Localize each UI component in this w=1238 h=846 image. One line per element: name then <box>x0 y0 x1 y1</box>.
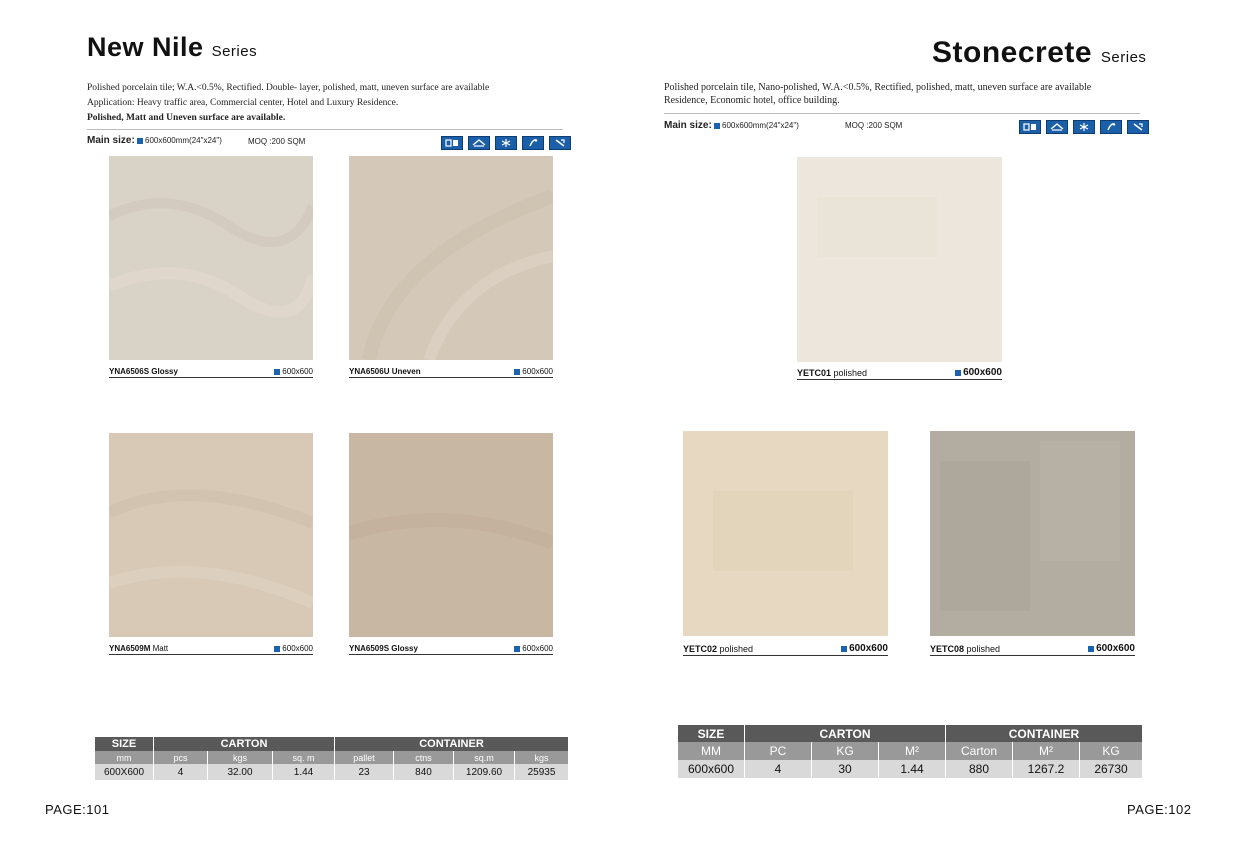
tile-yetc08 <box>930 431 1135 636</box>
divider <box>87 129 563 130</box>
tile-finish: polished <box>719 644 754 654</box>
main-size-label: Main size: <box>87 135 135 146</box>
blue-square-icon <box>274 369 280 375</box>
table-cell: 600X600 <box>95 764 154 780</box>
main-size-label: Main size: <box>664 120 712 131</box>
series-name: Stonecrete <box>932 36 1093 69</box>
page-title-stonecrete <box>932 36 1146 70</box>
tile-code: YNA6509S Glossy <box>349 644 418 653</box>
blue-square-icon <box>1088 646 1094 652</box>
divider <box>664 113 1140 114</box>
table-subheader: PC <box>745 742 812 760</box>
tile-caption <box>349 640 553 655</box>
tile-finish: Matt <box>152 644 169 653</box>
blue-square-icon <box>841 646 847 652</box>
tile-code: YNA6506S Glossy <box>109 367 178 376</box>
tile-size: 600x600 <box>522 367 553 376</box>
main-size-value: 600x600mm(24"x24") <box>722 121 799 130</box>
tile-yetc01 <box>797 157 1002 362</box>
stain-resistant-icon <box>549 136 571 150</box>
tile-caption <box>109 363 313 378</box>
table-header: SIZE <box>95 737 154 751</box>
table-cell: 23 <box>335 764 394 780</box>
wall-icon <box>1046 120 1068 134</box>
table-cell: 30 <box>812 760 879 778</box>
description-line: Residence, Economic hotel, office building. <box>664 95 840 106</box>
table-subheader: ctns <box>394 751 454 764</box>
blue-square-icon <box>514 646 520 652</box>
table-subheader: kgs <box>515 751 569 764</box>
tile-code: YETC01 <box>797 368 832 378</box>
description-line-bold: Polished, Matt and Uneven surface are available. <box>87 113 286 123</box>
main-size <box>664 120 799 131</box>
packing-table-right <box>678 725 1142 778</box>
table-cell: 25935 <box>515 764 569 780</box>
floor-tile-icon <box>1019 120 1041 134</box>
series-name: New Nile <box>87 32 204 62</box>
table-subheader: KG <box>1080 742 1143 760</box>
table-subheader: sq. m <box>273 751 335 764</box>
blue-square-icon <box>955 370 961 376</box>
tile-caption <box>683 641 888 656</box>
table-cell: 1209.60 <box>454 764 515 780</box>
packing-table-left <box>95 737 568 780</box>
tile-yetc02 <box>683 431 888 636</box>
page-number: PAGE:101 <box>45 802 110 817</box>
feature-icons <box>441 136 571 150</box>
table-header: CARTON <box>745 725 946 742</box>
table-cell: 1267.2 <box>1013 760 1080 778</box>
table-header: SIZE <box>678 725 745 742</box>
series-description <box>87 81 607 126</box>
series-label: Series <box>1100 49 1147 66</box>
tile-size: 600x600 <box>1096 643 1135 654</box>
table-cell: 26730 <box>1080 760 1143 778</box>
tile-size: 600x600 <box>522 644 553 653</box>
table-subheader: kgs <box>208 751 273 764</box>
tile-size: 600x600 <box>849 643 888 654</box>
table-header: CONTAINER <box>946 725 1143 742</box>
blue-square-icon <box>137 138 143 144</box>
table-subheader: mm <box>95 751 154 764</box>
table-cell: 840 <box>394 764 454 780</box>
tile-finish: polished <box>833 368 868 378</box>
table-cell: 1.44 <box>273 764 335 780</box>
description-line: Polished porcelain tile, Nano-polished, W.A.<0.5%, Rectified, polished, matt, uneven surface are available <box>664 82 1092 93</box>
moq: MOQ :200 SQM <box>845 121 903 130</box>
tile-yna6509s <box>349 433 553 637</box>
blue-square-icon <box>714 123 720 129</box>
main-size <box>87 135 222 146</box>
wall-icon <box>468 136 490 150</box>
description-line: Application: Heavy traffic area, Commercial center, Hotel and Luxury Residence. <box>87 98 399 108</box>
table-cell: 32.00 <box>208 764 273 780</box>
table-subheader: MM <box>678 742 745 760</box>
frost-resistant-icon <box>1073 120 1095 134</box>
table-header: CARTON <box>154 737 335 751</box>
blue-square-icon <box>274 646 280 652</box>
table-cell: 880 <box>946 760 1013 778</box>
page-title-new-nile <box>87 32 257 63</box>
table-subheader: pcs <box>154 751 208 764</box>
tile-caption <box>109 640 313 655</box>
main-size-value: 600x600mm(24"x24") <box>145 136 222 145</box>
table-subheader: pallet <box>335 751 394 764</box>
table-header: CONTAINER <box>335 737 569 751</box>
blue-square-icon <box>514 369 520 375</box>
tile-yna6506s <box>109 156 313 360</box>
frost-resistant-icon <box>495 136 517 150</box>
tile-size: 600x600 <box>282 644 313 653</box>
table-cell: 600x600 <box>678 760 745 778</box>
tile-code: YETC02 <box>683 644 718 654</box>
page-number: PAGE:102 <box>1127 802 1192 817</box>
moq: MOQ :200 SQM <box>248 137 306 146</box>
table-cell: 4 <box>154 764 208 780</box>
tile-yna6506u <box>349 156 553 360</box>
tile-code: YETC08 <box>930 644 965 654</box>
slip-resistant-icon <box>1100 120 1122 134</box>
table-cell: 4 <box>745 760 812 778</box>
tile-caption <box>797 365 1002 380</box>
table-subheader: sq.m <box>454 751 515 764</box>
tile-yna6509m <box>109 433 313 637</box>
tile-size: 600x600 <box>282 367 313 376</box>
tile-caption <box>349 363 553 378</box>
table-subheader: KG <box>812 742 879 760</box>
floor-tile-icon <box>441 136 463 150</box>
table-subheader: Carton <box>946 742 1013 760</box>
description-line: Polished porcelain tile; W.A.<0.5%, Rectified. Double- layer, polished, matt, uneven surface are available <box>87 83 490 93</box>
table-subheader: M² <box>1013 742 1080 760</box>
tile-code: YNA6506U Uneven <box>349 367 421 376</box>
slip-resistant-icon <box>522 136 544 150</box>
feature-icons <box>1019 120 1149 134</box>
tile-size: 600x600 <box>963 367 1002 378</box>
tile-caption <box>930 641 1135 656</box>
tile-finish: polished <box>966 644 1001 654</box>
stain-resistant-icon <box>1127 120 1149 134</box>
series-description <box>664 81 1184 107</box>
series-label: Series <box>211 43 258 60</box>
table-cell: 1.44 <box>879 760 946 778</box>
tile-code: YNA6509M <box>109 644 151 653</box>
table-subheader: M² <box>879 742 946 760</box>
